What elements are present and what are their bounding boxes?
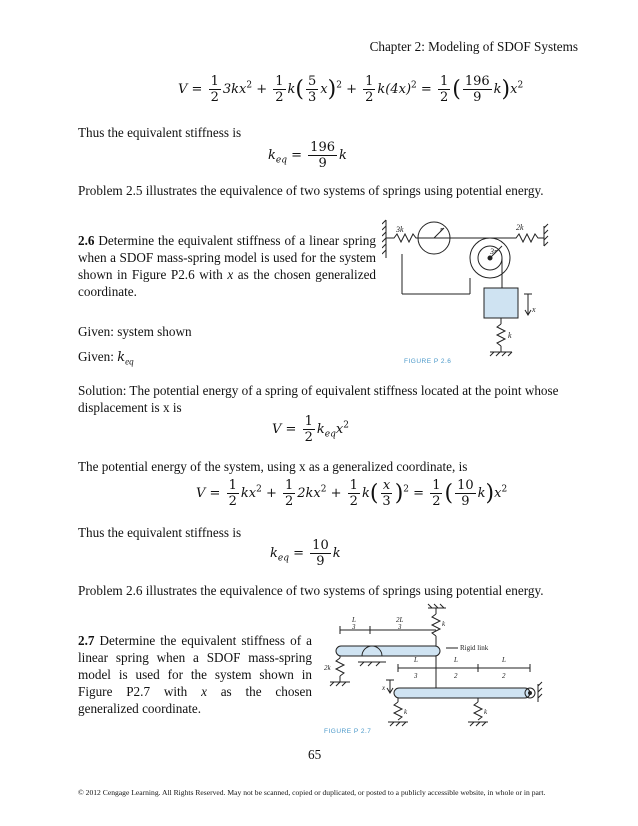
equation-keq-potential: V = $\frac{1}{2}$ $k_{eq}x^2$: [272, 414, 349, 445]
label-x: x: [382, 684, 386, 692]
problem-2-7-statement: 2.7 Determine the equivalent stiffness of a linear spring when a SDOF mass-spring model is used for the system shown in Figure P2.7 with x as the chosen generalized coordinate.: [78, 633, 312, 716]
label-L-3-top: L: [352, 616, 356, 624]
label-L-2-b: L: [502, 656, 506, 664]
label-3-lower: 3: [414, 672, 418, 680]
label-L-2-a: L: [454, 656, 458, 664]
chapter-header: Chapter 2: Modeling of SDOF Systems: [369, 39, 578, 54]
equation-keq-196-9: $k_{eq}$ = $\frac{196}{9}$ k: [268, 140, 347, 171]
label-rigid-link: Rigid link: [460, 644, 489, 652]
given-keq: Given: $k_{eq}$: [78, 349, 134, 367]
problem-2-7-number: 2.7: [78, 633, 95, 648]
solution-text: Solution: The potential energy of a spring of equivalent stiffness located at the point whose displacement is x is: [78, 383, 559, 415]
text-potential-system: The potential energy of the system, using x as a generalized coordinate, is: [78, 459, 468, 474]
label-x: x: [532, 305, 536, 314]
label-2k: 2k: [516, 223, 524, 232]
label-L-3-lower: L: [414, 656, 418, 664]
page-number: 65: [308, 747, 322, 762]
label-r: r: [440, 225, 444, 234]
text-equivalent-stiffness-1: Thus the equivalent stiffness is: [78, 125, 242, 140]
label-3k: 3k: [396, 225, 404, 234]
label-3-2L: 3: [398, 623, 402, 631]
equation-potential-energy-p25: V = $\frac{1}{2}$ $3kx^2$ + $\frac{1}{2}$ k( $\frac{5}{3}$ x)$^2$ + $\frac{1}{2}$ $k(4x)^2$ = $\frac{1}{2}$ ( $\frac{196}{9}$ $k)x^2$: [178, 74, 524, 105]
copyright-footer: © 2012 Cengage Learning. All Rights Reserved. May not be scanned, copied or duplicated, or posted to a publicly accessible website, in whole or in part.: [78, 788, 546, 797]
label-k-top: k: [442, 620, 446, 628]
label-2-a: 2: [454, 672, 458, 680]
label-k-left: k: [404, 708, 408, 716]
problem-2-6-number: 2.6: [78, 233, 95, 248]
figure-p2-7-caption: FIGURE P 2.7: [324, 728, 372, 735]
label-k-right: k: [484, 708, 488, 716]
text-problem-2-6-note: Problem 2.6 illustrates the equivalence of two systems of springs using potential energy.: [78, 583, 544, 598]
label-2k: 2k: [324, 664, 331, 672]
label-3-top: 3: [352, 623, 356, 631]
text-equivalent-stiffness-2: Thus the equivalent stiffness is: [78, 525, 242, 540]
label-k: k: [508, 331, 512, 340]
figure-p2-6-caption: FIGURE P 2.6: [404, 358, 452, 365]
text-problem-2-5-note: Problem 2.5 illustrates the equivalence of two systems of springs using potential energy.: [78, 183, 544, 198]
label-2-b: 2: [502, 672, 506, 680]
equation-keq-10-9: $k_{eq}$ = $\frac{10}{9}$ k: [270, 538, 341, 569]
equation-potential-system: V = $\frac{1}{2}$ $kx^2$ + $\frac{1}{2}$ $2kx^2$ + $\frac{1}{2}$ k( $\frac{x}{3}$ )$^2$ = $\frac{1}{2}$ ( $\frac{10}{9}$ $k)x^2$: [196, 478, 508, 509]
given-system: Given: system shown: [78, 324, 192, 339]
figure-p2-7: [318, 600, 550, 730]
label-3r: 3r: [490, 247, 498, 256]
label-2L: 2L: [396, 616, 404, 624]
figure-p2-6: [382, 214, 554, 372]
problem-2-6-statement: 2.6 Determine the equivalent stiffness of a linear spring when a SDOF mass-spring model is used for the system shown in Figure P2.6 with x as the chosen generalized coordinate.: [78, 233, 377, 299]
